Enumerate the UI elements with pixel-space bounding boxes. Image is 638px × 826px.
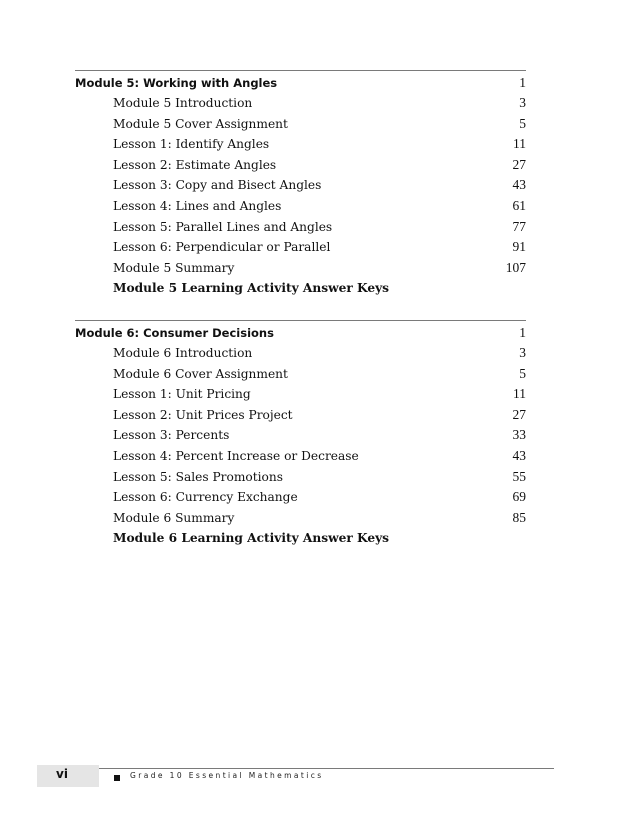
toc-entry-title: Module 5 Introduction: [113, 96, 253, 110]
toc-entry-page: 3: [519, 95, 526, 110]
module-heading: [75, 73, 526, 93]
toc-entry: [75, 196, 526, 217]
toc-entry-title: Lesson 5: Sales Promotions: [113, 469, 283, 484]
module-title: Module 6: Consumer Decisions: [75, 326, 274, 340]
toc-entry-title: Module 6 Learning Activity Answer Keys: [113, 531, 390, 546]
module-divider: [75, 70, 526, 71]
toc-entry: [75, 364, 526, 385]
toc-module-5: [75, 70, 526, 299]
toc-entry: [75, 175, 526, 196]
toc-entry: [75, 425, 526, 446]
module-heading: [75, 323, 526, 343]
toc-entry: [75, 258, 526, 279]
toc-entry-page: 27: [512, 156, 526, 172]
toc-entry: [75, 114, 526, 135]
toc-entry-title: Module 6 Cover Assignment: [113, 366, 288, 381]
folio-box: [37, 765, 99, 787]
toc-entry: [75, 155, 526, 176]
toc-entry-page: 69: [512, 489, 526, 505]
toc-entry-page: 91: [512, 239, 526, 255]
page-folio: vi: [56, 767, 68, 781]
toc-entry-page: 11: [513, 136, 526, 152]
toc-entry: [75, 343, 526, 364]
toc-entry: [75, 237, 526, 258]
toc-entry-page: 27: [512, 406, 526, 422]
toc-entry: [75, 467, 526, 488]
toc-entry-page: 3: [519, 345, 526, 360]
toc-entry-title: Module 6 Introduction: [113, 346, 253, 360]
toc-entry: [75, 93, 526, 114]
toc-entry-page: 33: [512, 427, 526, 443]
toc-entry-title: Lesson 3: Copy and Bisect Angles: [113, 178, 322, 193]
toc-entry-title: Lesson 4: Percent Increase or Decrease: [113, 448, 359, 463]
toc-entry: [75, 508, 526, 529]
toc-entry-page: 55: [512, 468, 526, 484]
toc-entry-title: Lesson 1: Unit Pricing: [113, 387, 251, 402]
toc-entry-page: 11: [513, 386, 526, 402]
toc-entry-page: 5: [519, 365, 526, 381]
toc-entry: [75, 405, 526, 426]
toc-entry-title: Lesson 2: Estimate Angles: [113, 157, 277, 172]
toc-entry-page: 77: [512, 218, 526, 234]
module-page-number: 1: [519, 75, 526, 90]
toc-entry-page: 85: [512, 509, 526, 525]
footer-divider: [99, 768, 554, 769]
module-page-number: 1: [519, 325, 526, 340]
toc-entry-title: Lesson 6: Currency Exchange: [113, 490, 298, 505]
toc-entry-title: Module 5 Cover Assignment: [113, 116, 288, 131]
toc-entry-page: 43: [512, 447, 526, 463]
toc-entry-page: 107: [505, 259, 526, 275]
toc-entry: [75, 217, 526, 238]
toc-entry-page: 43: [512, 177, 526, 193]
module-divider: [75, 320, 526, 321]
footer-running-title: Grade 10 Essential Mathematics: [130, 771, 324, 780]
toc-entry: [75, 487, 526, 508]
toc-entry-title: Lesson 6: Perpendicular or Parallel: [113, 240, 331, 255]
toc-entry: [75, 446, 526, 467]
module-title: Module 5: Working with Angles: [75, 76, 278, 90]
toc-entry-title: Lesson 4: Lines and Angles: [113, 198, 282, 213]
toc-entry-title: Lesson 5: Parallel Lines and Angles: [113, 219, 333, 234]
toc-entry: [75, 134, 526, 155]
toc-entry-page: 61: [512, 197, 526, 213]
toc-entry-title: Lesson 2: Unit Prices Project: [113, 407, 293, 422]
toc-entry-title: Lesson 3: Percents: [113, 428, 230, 443]
toc-entry: [75, 384, 526, 405]
toc-entry-answer-keys: [75, 528, 526, 549]
toc-entry-title: Lesson 1: Identify Angles: [113, 137, 270, 152]
bullet-square-icon: [114, 775, 120, 781]
toc-entry-page: 5: [519, 115, 526, 131]
toc-module-6: [75, 320, 526, 549]
toc-entry-answer-keys: [75, 278, 526, 299]
toc-entry-title: Module 5 Learning Activity Answer Keys: [113, 281, 390, 296]
toc-entry-title: Module 5 Summary: [113, 260, 235, 275]
toc-entry-title: Module 6 Summary: [113, 510, 235, 525]
